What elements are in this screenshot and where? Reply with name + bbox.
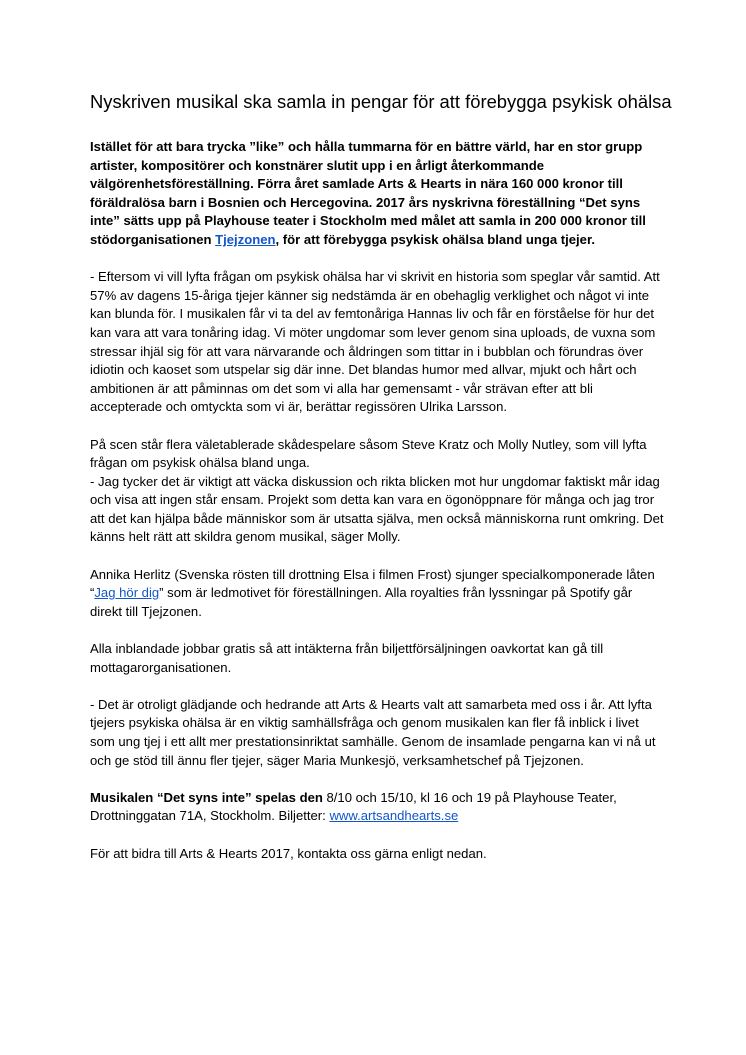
paragraph-molly-quote: - Jag tycker det är viktigt att väcka diskussion och rikta blicken mot hur ungdomar faktiskt mår idag och visa att ingen står ensam. Projekt som detta kan vara en ögonöppnare för många och jag tror att det kan hjälpa både människor som är utsatta själva, men också människorna runt omkring. Det känns helt rätt att skildra genom musikal, säger Molly.: [90, 473, 664, 545]
document-body: [90, 138, 664, 863]
song-text-after: ” som är ledmotivet för föreställningen. Alla royalties från lyssningar på Spotify går direkt till Tjejzonen.: [90, 585, 633, 619]
paragraph-tjejzonen-quote: - Det är otroligt glädjande och hedrande att Arts & Hearts valt att samarbeta med oss i år. Att lyfta tjejers psykiska ohälsa är en viktig samhällsfråga och genom musikalen kan fler få inblick i livet som ung tjej i ett allt mer prestationsinriktat samhälle. Genom de insamlade pengarna kan vi nå ut och ge stöd till ännu fler tjejer, säger Maria Munkesjö, verksamhetschef på Tjejzonen.: [90, 696, 656, 768]
page-title: Nyskriven musikal ska samla in pengar för att förebygga psykisk ohälsa: [90, 91, 672, 112]
lead-paragraph: [90, 138, 664, 250]
paragraph-contact: För att bidra till Arts & Hearts 2017, kontakta oss gärna enligt nedan.: [90, 845, 487, 861]
show-info-bold: Musikalen “Det syns inte” spelas den: [90, 789, 323, 805]
paragraph-theme-song: [90, 566, 664, 622]
show-info-text: 8/10 och 15/10, kl 16 och 19 på Playhouse Teater, Drottninggatan 71A, Stockholm. Biljetter:: [90, 789, 617, 824]
lead-text-before: Istället för att bara trycka ”like” och hålla tummarna för en bättre värld, har en stor grupp artister, kompositörer och konstnärer slutit upp i en årligt återkommande välgörenhetsföreställning. Förra året samlade Arts & Hearts in nära 160 000 kronor till föräldralösa barn i Bosnien och Hercegovina. 2017 års nyskrivna föreställning “Det syns inte” sätts upp på Playhouse teater i Stockholm med målet att samla in 200 000 kronor till stödorganisationen: [90, 139, 646, 247]
paragraph-director-quote: - Eftersom vi vill lyfta frågan om psykisk ohälsa har vi skrivit en historia som speglar vår samtid. Att 57% av dagens 15-åriga tjejer känner sig nedstämda är en obehaglig verklighet och något vi inte kan blunda för. I musikalen får vi ta del av femtonåriga Hannas liv och får en förståelse för hur det kan vara att vara tonåring idag. Vi möter ungdomar som lever genom sina uploads, de vuxna som stressar ihjäl sig för att vara närvarande och åldringen som tittar in i bubblan och förundras över idiotin och kaoset som utspelar sig där inne. Det blandas humor med allvar, mjukt och hårt och ambitionen är att påminnas om det som vi alla har gemensamt - vår strävan efter att bli accepterade och omtyckta som vi är, berättar regissören Ulrika Larsson.: [90, 269, 660, 415]
paragraph-cast: På scen står flera väletablerade skådespelare såsom Steve Kratz och Molly Nutley, som vill lyfta frågan om psykisk ohälsa bland unga.: [90, 436, 647, 471]
lead-text-after: , för att förebygga psykisk ohälsa bland unga tjejer.: [275, 231, 595, 247]
song-link[interactable]: Jag hör dig: [94, 585, 160, 601]
paragraph-show-info: [90, 789, 664, 826]
song-text-before: Annika Herlitz (Svenska rösten till drottning Elsa i filmen Frost) sjunger specialkomponerade låten “: [90, 566, 655, 601]
paragraph-volunteers: Alla inblandade jobbar gratis så att intäkterna från biljettförsäljningen oavkortat kan gå till mottagarorganisationen.: [90, 641, 604, 675]
tjejzonen-link[interactable]: Tjejzonen: [215, 231, 276, 247]
tickets-link[interactable]: www.artsandhearts.se: [329, 808, 459, 824]
